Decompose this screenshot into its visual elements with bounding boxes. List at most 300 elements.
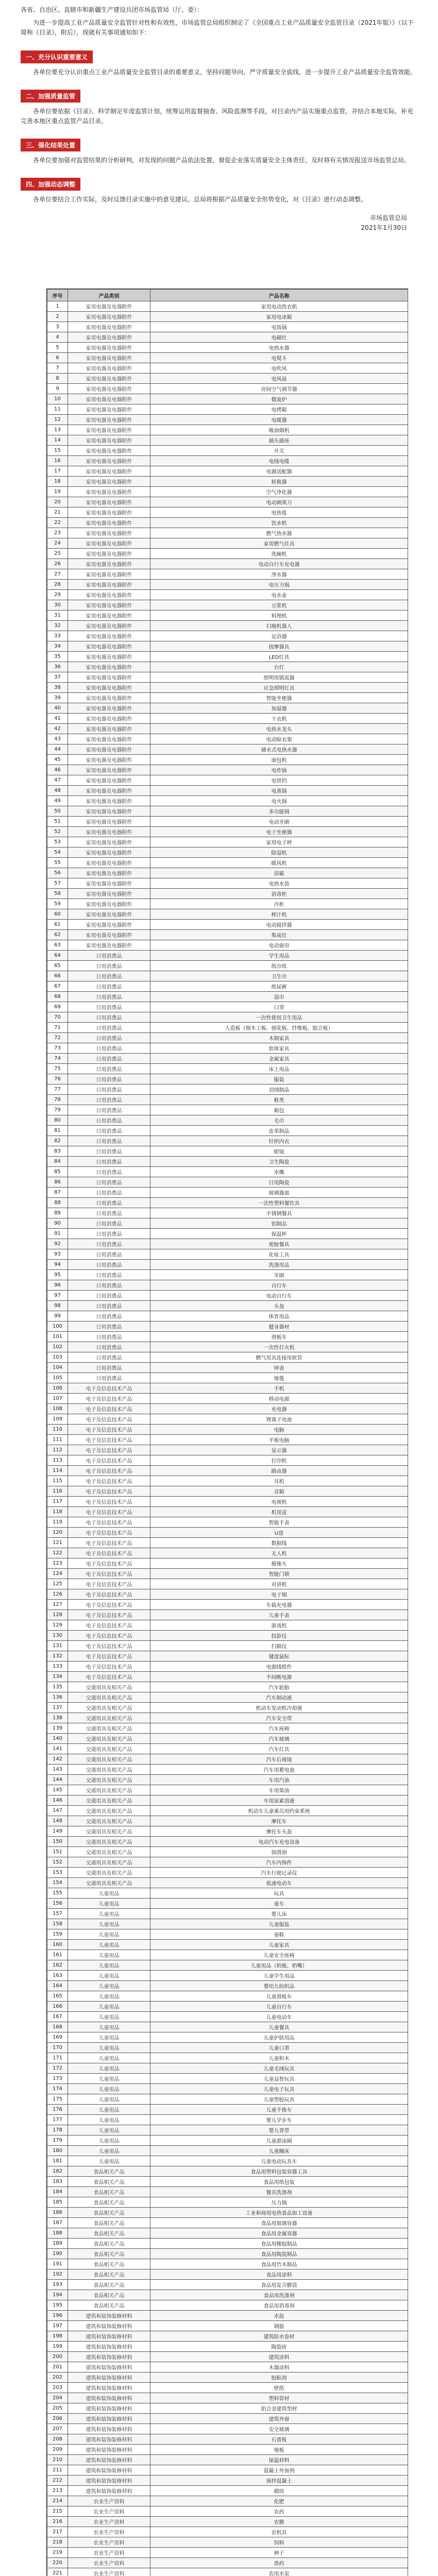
row-index: 14: [47, 435, 68, 446]
table-row: [47, 1785, 408, 1795]
table-row: [47, 703, 408, 714]
table-row: [47, 652, 408, 662]
table-row: [47, 2496, 408, 2506]
row-product: 键盘鼠标: [150, 1651, 408, 1662]
row-product: 平板电脑: [150, 1435, 408, 1445]
row-index: 156: [47, 1899, 68, 1909]
row-category: 电子及信息技术产品: [68, 1662, 150, 1672]
row-product: 不间断电源: [150, 1672, 408, 1682]
table-row: [47, 1280, 408, 1291]
table-row: [47, 2300, 408, 2311]
row-product: 铝合金建筑型材: [150, 2403, 408, 2414]
table-row: [47, 1682, 408, 1692]
row-category: 家用电器及电器附件: [68, 868, 150, 878]
row-product: 食品用涂料: [150, 2269, 408, 2280]
table-row: [47, 1012, 408, 1023]
row-index: 126: [47, 1589, 68, 1600]
row-index: 158: [47, 1919, 68, 1929]
row-category: 日用消费品: [68, 1043, 150, 1054]
row-product: 农药: [150, 2506, 408, 2517]
row-category: 电子及信息技术产品: [68, 1589, 150, 1600]
table-row: [47, 1806, 408, 1816]
row-category: 电子及信息技术产品: [68, 1476, 150, 1486]
row-category: 食品相关产品: [68, 2290, 150, 2300]
row-index: 66: [47, 971, 68, 981]
row-product: 食品用竹木制品: [150, 2259, 408, 2269]
row-index: 128: [47, 1610, 68, 1620]
table-row: [47, 1641, 408, 1651]
row-category: 日用消费品: [68, 1342, 150, 1352]
row-category: 建筑和装饰装修材料: [68, 2311, 150, 2321]
row-category: 电子及信息技术产品: [68, 1507, 150, 1517]
table-row: [47, 2197, 408, 2208]
table-row: [47, 1311, 408, 1321]
row-category: 家用电器及电器附件: [68, 404, 150, 415]
row-product: 化妆工具: [150, 1249, 408, 1260]
row-index: 217: [47, 2527, 68, 2537]
row-category: 家用电器及电器附件: [68, 662, 150, 672]
row-category: 食品相关产品: [68, 2166, 150, 2177]
row-product: 儿童游泳圈: [150, 2136, 408, 2146]
row-index: 42: [47, 724, 68, 734]
row-product: 房间空气调节器: [150, 384, 408, 394]
header-product: 产品名称: [150, 290, 408, 301]
row-category: 电子及信息技术产品: [68, 1558, 150, 1569]
row-category: 家用电器及电器附件: [68, 889, 150, 899]
row-product: 车用汽油: [150, 1775, 408, 1785]
row-category: 家用电器及电器附件: [68, 920, 150, 930]
table-row: [47, 1455, 408, 1466]
row-category: 家用电器及电器附件: [68, 899, 150, 909]
table-row: [47, 2476, 408, 2486]
table-row: [47, 992, 408, 1002]
row-index: 74: [47, 1054, 68, 1064]
row-product: 电熨斗: [150, 353, 408, 363]
row-category: 日用消费品: [68, 1012, 150, 1023]
row-product: 消毒柜: [150, 889, 408, 899]
row-product: 健身器材: [150, 1321, 408, 1332]
table-row: [47, 1321, 408, 1332]
row-product: 木器涂料: [150, 2362, 408, 2372]
row-category: 儿童用品: [68, 2146, 150, 2156]
row-category: 家用电器及电器附件: [68, 538, 150, 549]
row-product: 一次性塑料餐饮具: [150, 1198, 408, 1208]
row-index: 27: [47, 569, 68, 580]
row-product: 电动搅拌器: [150, 920, 408, 930]
table-row: [47, 1404, 408, 1414]
table-row: [47, 1074, 408, 1084]
row-category: 电子及信息技术产品: [68, 1466, 150, 1476]
row-category: 家用电器及电器附件: [68, 477, 150, 487]
table-row: [47, 404, 408, 415]
table-row: [47, 2372, 408, 2383]
row-category: 儿童用品: [68, 1899, 150, 1909]
row-category: 家用电器及电器附件: [68, 786, 150, 796]
row-index: 20: [47, 497, 68, 507]
table-row: [47, 2187, 408, 2197]
row-product: 数据线: [150, 1538, 408, 1548]
row-category: 日用消费品: [68, 1167, 150, 1177]
row-product: 洗碗机: [150, 549, 408, 559]
row-index: 155: [47, 1888, 68, 1899]
row-product: 食品用复合膜袋: [150, 2280, 408, 2290]
table-row: [47, 2403, 408, 2414]
row-index: 215: [47, 2506, 68, 2517]
row-index: 31: [47, 611, 68, 621]
table-row: [47, 2558, 408, 2568]
row-category: 家用电器及电器附件: [68, 909, 150, 920]
table-row: [47, 2156, 408, 2166]
row-product: 吸油烟机: [150, 425, 408, 435]
row-index: 19: [47, 487, 68, 497]
row-index: 68: [47, 992, 68, 1002]
row-product: 家用电冰箱: [150, 312, 408, 322]
table-row: [47, 1610, 408, 1620]
row-product: 车用柴油: [150, 1785, 408, 1795]
row-product: 建筑涂料: [150, 2352, 408, 2362]
row-product: 农机具: [150, 2527, 408, 2537]
row-category: 日用消费品: [68, 1084, 150, 1095]
row-index: 199: [47, 2342, 68, 2352]
row-category: 交通用具及相关产品: [68, 1775, 150, 1785]
row-category: 家用电器及电器附件: [68, 734, 150, 744]
row-category: 儿童用品: [68, 2012, 150, 2022]
row-product: 汽车安全带: [150, 1713, 408, 1723]
row-product: 打印机: [150, 1455, 408, 1466]
row-index: 29: [47, 590, 68, 600]
row-product: U盘: [150, 1528, 408, 1538]
row-index: 211: [47, 2465, 68, 2476]
row-category: 日用消费品: [68, 1301, 150, 1311]
table-row: [47, 1847, 408, 1857]
row-category: 家用电器及电器附件: [68, 487, 150, 497]
row-index: 47: [47, 775, 68, 786]
table-row: [47, 1497, 408, 1507]
row-product: 汽车用蓄电池: [150, 1765, 408, 1775]
row-index: 121: [47, 1538, 68, 1548]
row-index: 203: [47, 2383, 68, 2393]
row-index: 200: [47, 2352, 68, 2362]
table-row: [47, 1899, 408, 1909]
row-index: 157: [47, 1909, 68, 1919]
table-row: [47, 538, 408, 549]
row-index: 88: [47, 1198, 68, 1208]
row-category: 儿童用品: [68, 1991, 150, 2002]
table-row: [47, 1929, 408, 1940]
row-product: 口罩: [150, 1002, 408, 1012]
row-category: 电子及信息技术产品: [68, 1383, 150, 1394]
row-product: 保温材料: [150, 2455, 408, 2465]
row-category: 家用电器及电器附件: [68, 755, 150, 765]
row-category: 建筑和装饰装修材料: [68, 2393, 150, 2403]
row-index: 62: [47, 930, 68, 940]
row-category: 交通用具及相关产品: [68, 1744, 150, 1754]
row-category: 农业生产资料: [68, 2568, 150, 2576]
row-product: 榨汁机: [150, 909, 408, 920]
row-product: 摄像头: [150, 1558, 408, 1569]
row-index: 12: [47, 415, 68, 425]
table-row: [47, 621, 408, 631]
row-product: 电热水龙头: [150, 724, 408, 734]
row-index: 127: [47, 1600, 68, 1610]
row-category: 电子及信息技术产品: [68, 1435, 150, 1445]
row-index: 104: [47, 1363, 68, 1373]
row-product: 电动窗帘: [150, 940, 408, 951]
catalog-table: [47, 289, 408, 2576]
table-row: [47, 1857, 408, 1868]
table-row: [47, 2177, 408, 2187]
table-row: [47, 1342, 408, 1352]
row-product: 儿童积木: [150, 2053, 408, 2063]
row-product: 锂离子电池: [150, 1414, 408, 1425]
row-product: 耳机: [150, 1476, 408, 1486]
row-index: 78: [47, 1095, 68, 1105]
table-row: [47, 2321, 408, 2331]
table-row: [47, 878, 408, 889]
row-product: 智能手表: [150, 1517, 408, 1528]
row-product: 塑料管材: [150, 2393, 408, 2403]
row-product: 陶瓷砖: [150, 2342, 408, 2352]
row-product: 羽绒制品: [150, 1084, 408, 1095]
row-index: 2: [47, 312, 68, 322]
row-index: 83: [47, 1146, 68, 1157]
table-row: [47, 518, 408, 528]
row-category: 交通用具及相关产品: [68, 1682, 150, 1692]
row-product: 工业和商用电热食品加工设备: [150, 2208, 408, 2218]
row-product: 足浴器: [150, 631, 408, 641]
row-product: 家用电子秤: [150, 837, 408, 848]
row-index: 37: [47, 672, 68, 683]
row-product: 毛巾: [150, 1115, 408, 1126]
row-category: 家用电器及电器附件: [68, 848, 150, 858]
row-index: 110: [47, 1425, 68, 1435]
row-product: 投影仪: [150, 1631, 408, 1641]
row-category: 农业生产资料: [68, 2506, 150, 2517]
row-product: 台灯: [150, 662, 408, 672]
table-header-row: [47, 290, 408, 301]
row-index: 70: [47, 1012, 68, 1023]
table-row: [47, 868, 408, 878]
table-row: [47, 1878, 408, 1888]
row-product: 冷柜: [150, 899, 408, 909]
row-product: 家用燃气灶具: [150, 538, 408, 549]
row-product: 牙刷: [150, 1270, 408, 1280]
row-category: 电子及信息技术产品: [68, 1414, 150, 1425]
row-product: 儿童口罩: [150, 2043, 408, 2053]
table-row: [47, 1981, 408, 1991]
row-index: 26: [47, 559, 68, 569]
table-row: [47, 2393, 408, 2403]
row-index: 50: [47, 806, 68, 817]
row-product: 木制家具: [150, 1033, 408, 1043]
row-index: 113: [47, 1455, 68, 1466]
table-row: [47, 600, 408, 611]
row-product: 电水壶: [150, 590, 408, 600]
row-index: 148: [47, 1816, 68, 1826]
row-category: 电子及信息技术产品: [68, 1538, 150, 1548]
row-category: 家用电器及电器附件: [68, 806, 150, 817]
row-category: 家用电器及电器附件: [68, 817, 150, 827]
row-product: 移动电源: [150, 1394, 408, 1404]
table-row: [47, 1672, 408, 1682]
row-product: 儿童电动车: [150, 2012, 408, 2022]
table-row: [47, 1064, 408, 1074]
row-product: 食品用金属容器: [150, 2228, 408, 2239]
row-index: 64: [47, 951, 68, 961]
row-index: 7: [47, 363, 68, 374]
row-product: 儿童服装: [150, 1919, 408, 1929]
table-row: [47, 940, 408, 951]
table-row: [47, 456, 408, 466]
row-product: 混凝土外加剂: [150, 2465, 408, 2476]
row-product: 饮水机: [150, 518, 408, 528]
row-category: 电子及信息技术产品: [68, 1620, 150, 1631]
row-product: 电炸锅: [150, 765, 408, 775]
row-index: 175: [47, 2094, 68, 2105]
table-row: [47, 353, 408, 363]
table-row: [47, 322, 408, 332]
row-product: 儿童护肤用品: [150, 2032, 408, 2043]
row-index: 16: [47, 456, 68, 466]
row-category: 家用电器及电器附件: [68, 312, 150, 322]
table-row: [47, 2414, 408, 2424]
table-row: [47, 1198, 408, 1208]
row-product: 低速电动车: [150, 1878, 408, 1888]
row-category: 建筑和装饰装修材料: [68, 2424, 150, 2434]
table-row: [47, 1713, 408, 1723]
row-index: 204: [47, 2393, 68, 2403]
section-heading: 三、强化结果处置: [21, 139, 80, 151]
row-index: 1: [47, 301, 68, 312]
row-category: 日用消费品: [68, 1291, 150, 1301]
row-product: 滑板车: [150, 1332, 408, 1342]
row-category: 食品相关产品: [68, 2280, 150, 2290]
row-index: 105: [47, 1373, 68, 1383]
row-category: 建筑和装饰装修材料: [68, 2372, 150, 2383]
row-index: 32: [47, 621, 68, 631]
table-row: [47, 1651, 408, 1662]
row-index: 86: [47, 1177, 68, 1188]
row-category: 儿童用品: [68, 1960, 150, 1971]
row-product: 食品用纸包装: [150, 2177, 408, 2187]
row-category: 日用消费品: [68, 961, 150, 971]
section-2: [0, 80, 438, 126]
table-row: [47, 775, 408, 786]
table-row: [47, 1260, 408, 1270]
table-row: [47, 1579, 408, 1589]
row-product: 儿童电动玩具车: [150, 2156, 408, 2166]
row-product: 电暖器: [150, 415, 408, 425]
row-category: 家用电器及电器附件: [68, 703, 150, 714]
row-category: 电子及信息技术产品: [68, 1600, 150, 1610]
row-product: 儿童学生用品: [150, 1971, 408, 1981]
table-row: [47, 1548, 408, 1558]
table-row: [47, 2063, 408, 2074]
row-product: 食品用洗涤剂: [150, 2290, 408, 2300]
row-index: 103: [47, 1352, 68, 1363]
section-heading: 四、加强动态调整: [21, 178, 80, 191]
row-category: 家用电器及电器附件: [68, 435, 150, 446]
row-product: 摩托车头盔: [150, 1826, 408, 1837]
row-category: 家用电器及电器附件: [68, 497, 150, 507]
row-category: 建筑和装饰装修材料: [68, 2362, 150, 2372]
row-index: 194: [47, 2290, 68, 2300]
row-index: 183: [47, 2177, 68, 2187]
table-row: [47, 1888, 408, 1899]
row-category: 建筑和装饰装修材料: [68, 2321, 150, 2331]
table-row: [47, 466, 408, 477]
table-row: [47, 1620, 408, 1631]
table-row: [47, 2424, 408, 2434]
table-row: [47, 2445, 408, 2455]
table-row: [47, 415, 408, 425]
row-product: 儿童自行车: [150, 2002, 408, 2012]
row-index: 24: [47, 538, 68, 549]
row-index: 102: [47, 1342, 68, 1352]
row-index: 48: [47, 786, 68, 796]
row-index: 41: [47, 714, 68, 724]
row-category: 交通用具及相关产品: [68, 1878, 150, 1888]
row-index: 111: [47, 1435, 68, 1445]
row-product: 手机: [150, 1383, 408, 1394]
row-category: 建筑和装饰装修材料: [68, 2445, 150, 2455]
row-category: 建筑和装饰装修材料: [68, 2352, 150, 2362]
row-product: 电烤箱: [150, 404, 408, 415]
table-row: [47, 641, 408, 652]
table-row: [47, 2105, 408, 2115]
row-index: 201: [47, 2362, 68, 2372]
row-category: 家用电器及电器附件: [68, 456, 150, 466]
table-row: [47, 312, 408, 322]
row-product: 玻璃器皿: [150, 1188, 408, 1198]
row-category: 电子及信息技术产品: [68, 1528, 150, 1538]
table-row: [47, 920, 408, 930]
table-row: [47, 2455, 408, 2465]
table-row: [47, 1765, 408, 1775]
table-row: [47, 1507, 408, 1517]
table-row: [47, 2239, 408, 2249]
row-category: 家用电器及电器附件: [68, 446, 150, 456]
table-row: [47, 2259, 408, 2269]
row-category: 日用消费品: [68, 951, 150, 961]
row-category: 家用电器及电器附件: [68, 724, 150, 734]
row-index: 192: [47, 2269, 68, 2280]
row-category: 儿童用品: [68, 2063, 150, 2074]
row-index: 4: [47, 332, 68, 343]
row-product: 智能门锁: [150, 1569, 408, 1579]
row-index: 63: [47, 940, 68, 951]
row-product: 电火锅: [150, 796, 408, 806]
intro-paragraph: 为进一步提高工业产品质量安全监管针对性和有效性，市场监管总局组织制定了《全国重点工业产品质量安全监管目录（2021年版）》（以下简称《目录》，附后），现就有关事项通知如下：: [21, 19, 414, 37]
row-index: 65: [47, 961, 68, 971]
row-category: 建筑和装饰装修材料: [68, 2383, 150, 2393]
row-product: 汽车内饰件: [150, 1857, 408, 1868]
table-row: [47, 1960, 408, 1971]
row-product: 安全玻璃: [150, 2424, 408, 2434]
table-row: [47, 1414, 408, 1425]
row-category: 家用电器及电器附件: [68, 353, 150, 363]
row-index: 9: [47, 384, 68, 394]
row-index: 115: [47, 1476, 68, 1486]
table-row: [47, 2568, 408, 2576]
row-product: 游戏机: [150, 1620, 408, 1631]
table-row: [47, 2032, 408, 2043]
row-category: 家用电器及电器附件: [68, 611, 150, 621]
row-category: 家用电器及电器附件: [68, 837, 150, 848]
row-product: 电热毯: [150, 507, 408, 518]
row-product: 机动车发动机冷却液: [150, 1703, 408, 1713]
table-row: [47, 2280, 408, 2290]
